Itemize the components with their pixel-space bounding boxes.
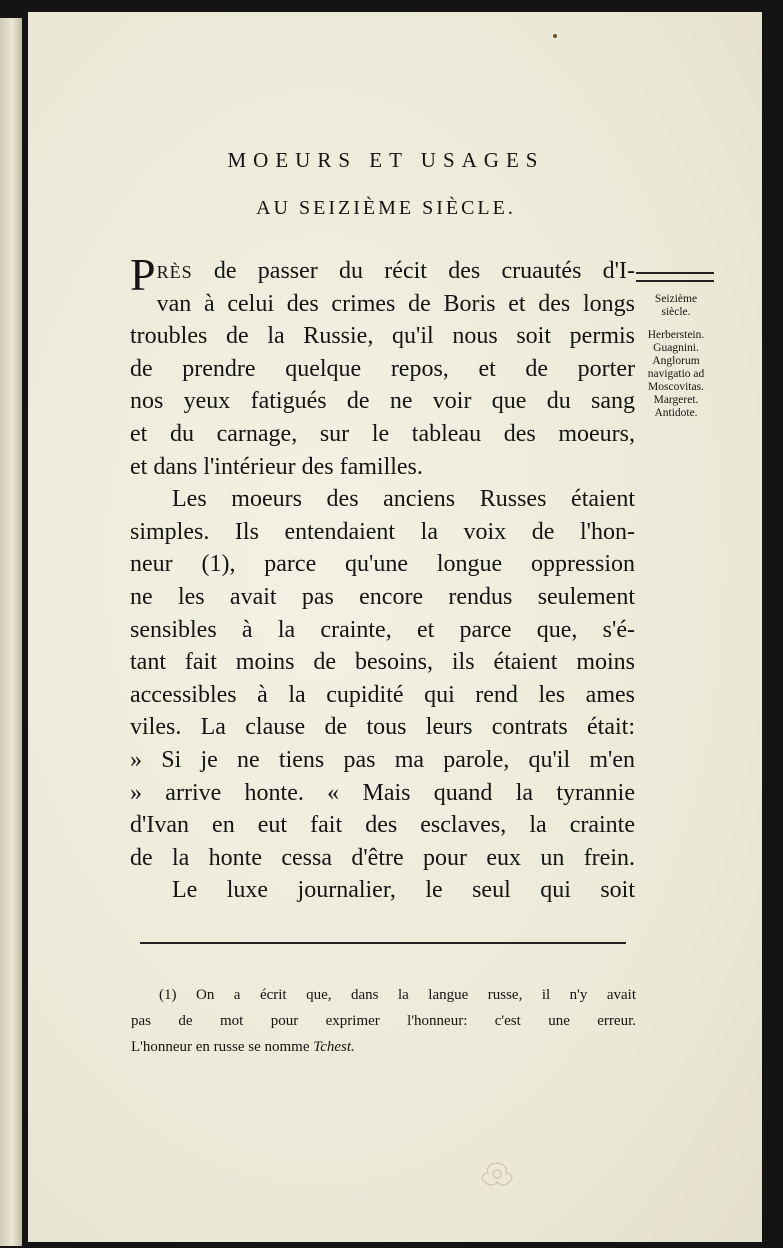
margin-note: Seizième bbox=[654, 293, 698, 305]
italic-word: Tchest. bbox=[313, 1039, 355, 1055]
footnote-line bbox=[131, 1034, 636, 1060]
margin-note: Herberstein. bbox=[647, 329, 705, 341]
text-line: troubles de la Russie, qu'il nous soit permis bbox=[130, 323, 635, 350]
watermark-ornament-icon bbox=[476, 1160, 518, 1190]
footnote-text: L'honneur en russe se nomme bbox=[131, 1039, 314, 1055]
margin-note: Moscovitas. bbox=[648, 381, 704, 393]
margin-double-rule bbox=[636, 272, 714, 282]
text-line: van à celui des crimes de Boris et des longs bbox=[156, 290, 635, 317]
small-caps-run: RÈS bbox=[156, 262, 193, 282]
text-line: neur (1), parce qu'une longue oppression bbox=[130, 551, 635, 578]
chapter-subtitle: AU SEIZIÈME SIÈCLE. bbox=[256, 197, 516, 219]
chapter-title: MOEURS ET USAGES bbox=[227, 148, 545, 172]
text-line: de prendre quelque repos, et de porter bbox=[130, 355, 635, 382]
text-line: accessibles à la cupidité qui rend les ames bbox=[130, 681, 635, 708]
margin-note: Anglorum bbox=[652, 355, 700, 367]
text-line: nos yeux fatigués de ne voir que du sang bbox=[130, 388, 635, 415]
footnote bbox=[131, 982, 636, 1060]
text-line: » arrive honte. « Mais quand la tyrannie bbox=[130, 779, 635, 806]
text-line: sensibles à la crainte, et parce que, s'é- bbox=[130, 616, 635, 643]
text-line: de la honte cessa d'être pour eux un frein. bbox=[130, 844, 635, 871]
text-line: d'Ivan en eut fait des esclaves, la crainte bbox=[130, 812, 635, 839]
text-line bbox=[130, 249, 635, 300]
drop-cap: P bbox=[130, 249, 156, 300]
margin-note: Margeret. bbox=[653, 394, 699, 406]
margin-note: Guagnini. bbox=[653, 342, 699, 354]
ink-speck bbox=[553, 34, 557, 38]
body-text bbox=[130, 249, 635, 907]
margin-note: navigatio ad bbox=[647, 368, 705, 380]
text-line: Le luxe journalier, le seul qui soit bbox=[172, 877, 635, 904]
footnote-rule bbox=[140, 942, 626, 944]
book-page bbox=[28, 12, 762, 1242]
text-line: ne les avait pas encore rendus seulement bbox=[130, 583, 635, 610]
text-line-content: de passer du récit des cruautés d'I- bbox=[192, 258, 635, 284]
footnote-line: (1) On a écrit que, dans la langue russe, il n'y avait bbox=[159, 987, 636, 1003]
margin-notes bbox=[634, 293, 718, 420]
margin-note: Antidote. bbox=[654, 407, 698, 419]
text-line: Les moeurs des anciens Russes étaient bbox=[172, 486, 635, 513]
text-line: tant fait moins de besoins, ils étaient moins bbox=[130, 649, 635, 676]
adjacent-page-edge bbox=[0, 18, 22, 1246]
text-line: et dans l'intérieur des familles. bbox=[130, 453, 423, 480]
footnote-line: pas de mot pour exprimer l'honneur: c'est une erreur. bbox=[131, 1013, 636, 1029]
margin-note: siècle. bbox=[661, 306, 691, 318]
text-line: simples. Ils entendaient la voix de l'hon- bbox=[130, 518, 635, 545]
text-line: » Si je ne tiens pas ma parole, qu'il m'en bbox=[130, 746, 635, 773]
text-line: viles. La clause de tous leurs contrats était: bbox=[130, 714, 635, 741]
text-line: et du carnage, sur le tableau des moeurs, bbox=[130, 420, 635, 447]
